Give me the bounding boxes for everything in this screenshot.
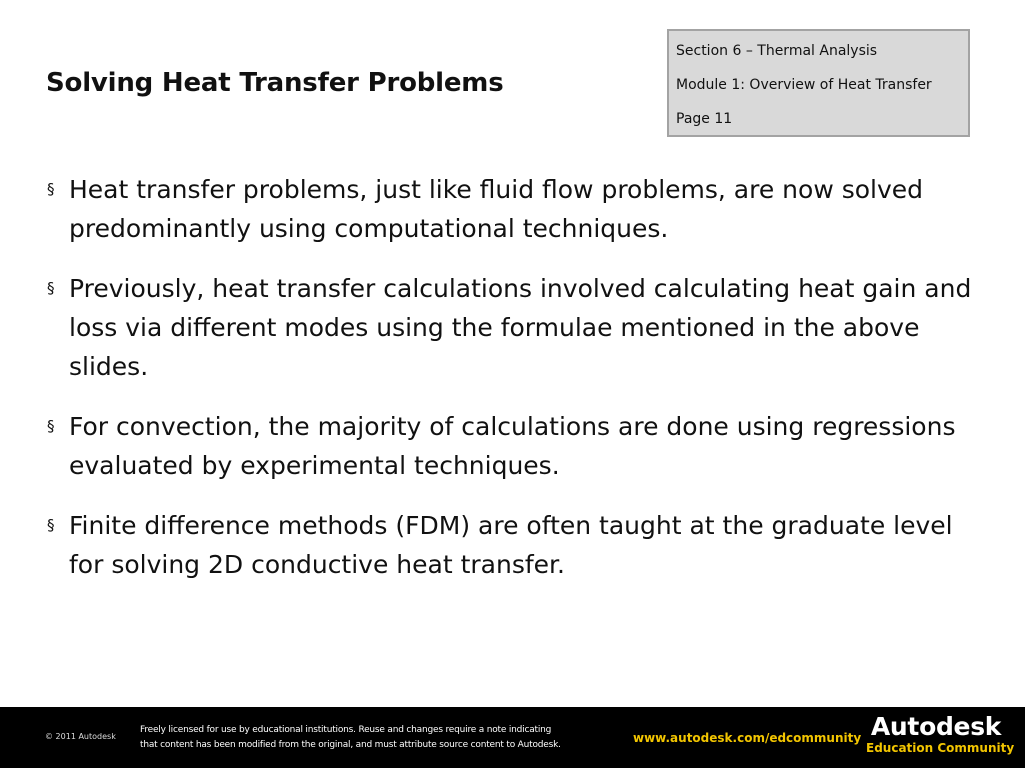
bullet-list [47,170,977,584]
bullet-marker-icon: § [47,180,55,198]
brand-name: Autodesk [870,712,1002,741]
community-url-link[interactable]: www.autodesk.com/edcommunity [633,731,862,745]
bullet-text: Previously, heat transfer calculations involved calculating heat gain and loss via different modes using the formulae mentioned in the above slides. [69,274,972,381]
footer-bar [0,707,1025,768]
bullet-item [47,506,977,584]
section-label: Section 6 – Thermal Analysis [676,43,878,59]
bullet-text: Heat transfer problems, just like fluid flow problems, are now solved predominantly using computational techniques. [69,175,924,243]
section-info-box [667,29,970,137]
license-notice [140,723,620,753]
bullet-item [47,170,977,248]
bullet-marker-icon: § [47,279,55,297]
license-line: that content has been modified from the original, and must attribute source content to Autodesk. [140,740,561,750]
bullet-item [47,407,977,485]
bullet-item [47,269,977,386]
page-label: Page 11 [676,111,733,127]
bullet-text: Finite difference methods (FDM) are often taught at the graduate level for solving 2D conductive heat transfer. [69,511,953,579]
autodesk-logo [866,712,1015,755]
slide-title: Solving Heat Transfer Problems [46,68,504,98]
bullet-marker-icon: § [47,516,55,534]
brand-subtitle: Education Community [866,741,1015,755]
bullet-text: For convection, the majority of calculations are done using regressions evaluated by experimental techniques. [69,412,956,480]
module-label: Module 1: Overview of Heat Transfer [676,77,932,93]
license-line: Freely licensed for use by educational institutions. Reuse and changes require a note indicating [140,725,552,735]
bullet-marker-icon: § [47,417,55,435]
copyright-notice: © 2011 Autodesk [45,732,116,741]
